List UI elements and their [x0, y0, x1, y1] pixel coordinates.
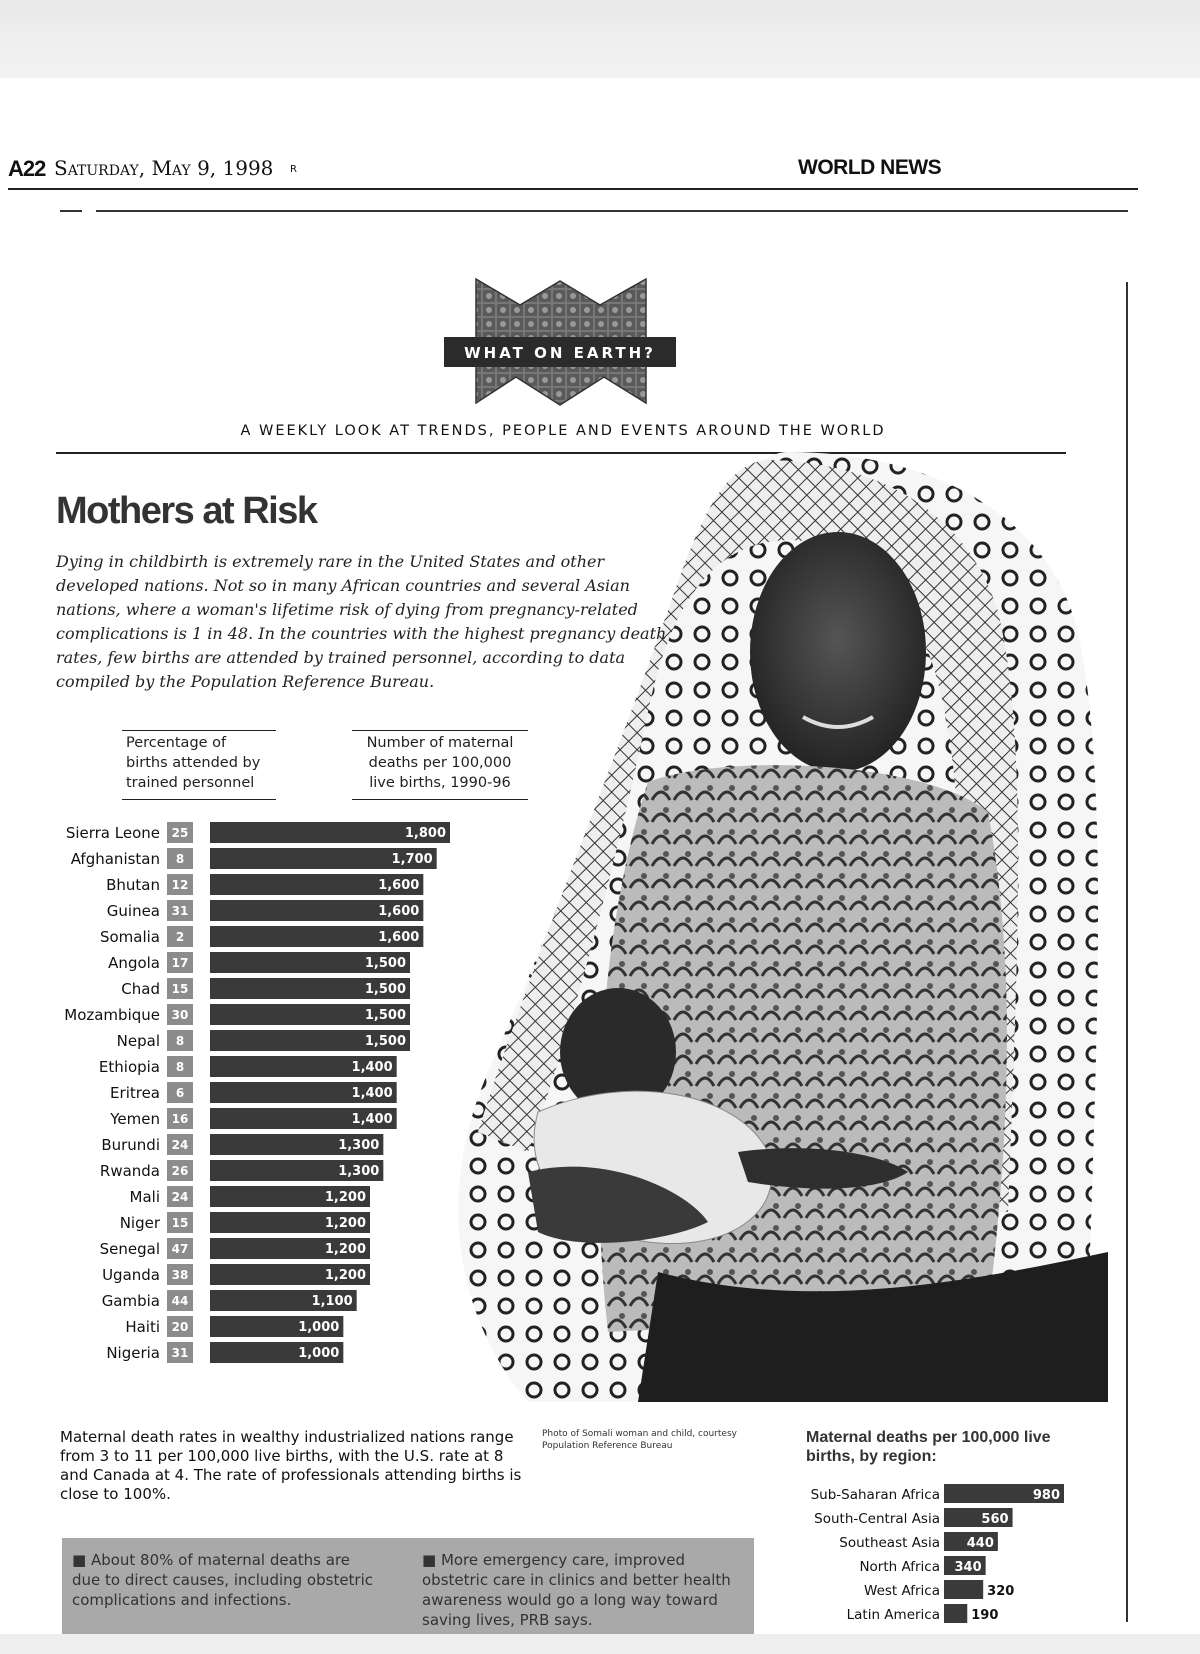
death-value: 1,500	[364, 1034, 406, 1049]
death-value: 1,500	[364, 956, 406, 971]
issue-date: Saturday, May 9, 1998	[54, 156, 274, 180]
edition-mark: R	[290, 164, 297, 175]
country-label: Haiti	[125, 1318, 160, 1336]
region-label: Southeast Asia	[839, 1535, 940, 1551]
country-label: Nepal	[116, 1032, 160, 1050]
article-intro: Dying in childbirth is extremely rare in the United States and other developed nations. Not so in many African countries and several Asian nations, where a woman's lifetime risk of dying from pregnancy-related complications is 1 in 48. In the countries with the highest pregnancy death rates, few births are attended by trained personnel, according to data compiled by the Population Reference Bureau.	[56, 552, 667, 691]
scan-margin-top	[0, 0, 1200, 78]
country-label: Yemen	[110, 1110, 160, 1128]
tagline: A WEEKLY LOOK AT TRENDS, PEOPLE AND EVENTS AROUND THE WORLD	[240, 423, 886, 439]
region-value: 440	[966, 1536, 994, 1551]
region-bar	[944, 1580, 983, 1599]
country-label: Rwanda	[99, 1162, 160, 1180]
deaths-column-header: Number of maternal deaths per 100,000 live births, 1990-96	[352, 730, 528, 800]
death-value: 1,300	[338, 1164, 380, 1179]
pct-value: 2	[175, 930, 185, 944]
death-value: 1,500	[364, 982, 406, 997]
country-label: Mozambique	[64, 1006, 160, 1024]
region-value: 980	[1032, 1488, 1060, 1503]
region-label: Sub-Saharan Africa	[810, 1487, 940, 1503]
pct-value: 47	[171, 1242, 189, 1256]
country-label: Angola	[108, 954, 160, 972]
death-value: 1,000	[298, 1320, 340, 1335]
pct-value: 24	[171, 1138, 189, 1152]
country-label: Eritrea	[110, 1084, 160, 1102]
region-bar	[944, 1604, 967, 1623]
region-label: South-Central Asia	[814, 1511, 940, 1527]
death-value: 1,400	[351, 1060, 393, 1075]
page-number: A22	[8, 156, 46, 181]
death-value: 1,500	[364, 1008, 406, 1023]
pct-value: 25	[171, 826, 189, 840]
region-label: Latin America	[846, 1607, 940, 1623]
pct-value: 15	[171, 1216, 189, 1230]
pct-value: 8	[175, 1060, 185, 1074]
death-value: 1,600	[378, 904, 420, 919]
country-label: Nigeria	[106, 1344, 160, 1362]
country-label: Chad	[121, 980, 160, 998]
pct-value: 31	[171, 1346, 189, 1360]
death-value: 1,200	[324, 1268, 366, 1283]
region-chart-title: Maternal deaths per 100,000 live births, by region:	[806, 1429, 1051, 1465]
industrialized-footnote: Maternal death rates in wealthy industrialized nations range from 3 to 11 per 100,000 live births, with the U.S. rate at 8 and Canada at 4. The rate of professionals attending births is close to 100%.	[60, 1428, 522, 1503]
pct-value: 16	[171, 1112, 189, 1126]
death-value: 1,300	[338, 1138, 380, 1153]
death-value: 1,600	[378, 930, 420, 945]
facts-box	[62, 1538, 754, 1634]
region-label: North Africa	[859, 1559, 940, 1575]
section-name: WORLD NEWS	[798, 156, 942, 179]
photo-credit: Photo of Somali woman and child, courtesy Population Reference Bureau	[542, 1429, 737, 1451]
pct-value: 30	[171, 1008, 189, 1022]
country-label: Gambia	[101, 1292, 160, 1310]
country-label: Sierra Leone	[65, 824, 160, 842]
pct-value: 26	[171, 1164, 189, 1178]
pct-value: 15	[171, 982, 189, 996]
death-value: 1,000	[298, 1346, 340, 1361]
pct-value: 24	[171, 1190, 189, 1204]
death-value: 1,700	[391, 852, 433, 867]
pct-column-header: Percentage of births attended by trained personnel	[122, 730, 276, 800]
region-value: 560	[981, 1512, 1009, 1527]
country-label: Afghanistan	[70, 850, 160, 868]
masthead	[8, 152, 1138, 190]
pct-value: 12	[171, 878, 189, 892]
death-value: 1,200	[324, 1190, 366, 1205]
death-value: 1,200	[324, 1242, 366, 1257]
pct-value: 17	[171, 956, 189, 970]
what-on-earth-logo	[440, 275, 680, 425]
region-value: 190	[971, 1608, 999, 1623]
scan-margin-bottom	[0, 1634, 1200, 1654]
country-label: Senegal	[99, 1240, 160, 1258]
article-title: Mothers at Risk	[56, 490, 317, 532]
death-value: 1,100	[311, 1294, 353, 1309]
pct-value: 6	[175, 1086, 185, 1100]
pct-value: 38	[171, 1268, 189, 1282]
country-label: Burundi	[101, 1136, 160, 1154]
fact-bullet-1: ■ About 80% of maternal deaths are due to direct causes, including obstetric complications and infections.	[72, 1551, 374, 1609]
death-value: 1,400	[351, 1112, 393, 1127]
frame-top-rule	[96, 210, 1128, 212]
country-label: Uganda	[102, 1266, 160, 1284]
country-label: Niger	[119, 1214, 160, 1232]
country-label: Mali	[129, 1188, 160, 1206]
fact-bullet-2: ■ More emergency care, improved obstetric care in clinics and better health awareness would go a long way toward saving lives, PRB says.	[422, 1551, 731, 1629]
frame-tick	[60, 210, 82, 212]
country-label: Guinea	[106, 902, 160, 920]
death-value: 1,400	[351, 1086, 393, 1101]
region-label: West Africa	[864, 1583, 940, 1599]
pct-value: 8	[175, 852, 185, 866]
pct-value: 44	[171, 1294, 189, 1308]
country-label: Ethiopia	[98, 1058, 160, 1076]
country-label: Bhutan	[106, 876, 160, 894]
mother-face	[750, 532, 926, 772]
pct-value: 8	[175, 1034, 185, 1048]
country-maternal-deaths-chart	[40, 820, 480, 1380]
death-value: 1,200	[324, 1216, 366, 1231]
region-maternal-deaths-chart	[780, 1482, 1120, 1632]
pct-value: 20	[171, 1320, 189, 1334]
pct-value: 31	[171, 904, 189, 918]
region-value: 320	[987, 1584, 1015, 1599]
logo-text: WHAT ON EARTH?	[464, 344, 656, 362]
death-value: 1,800	[404, 826, 446, 841]
country-label: Somalia	[99, 928, 160, 946]
death-value: 1,600	[378, 878, 420, 893]
region-value: 340	[954, 1560, 982, 1575]
